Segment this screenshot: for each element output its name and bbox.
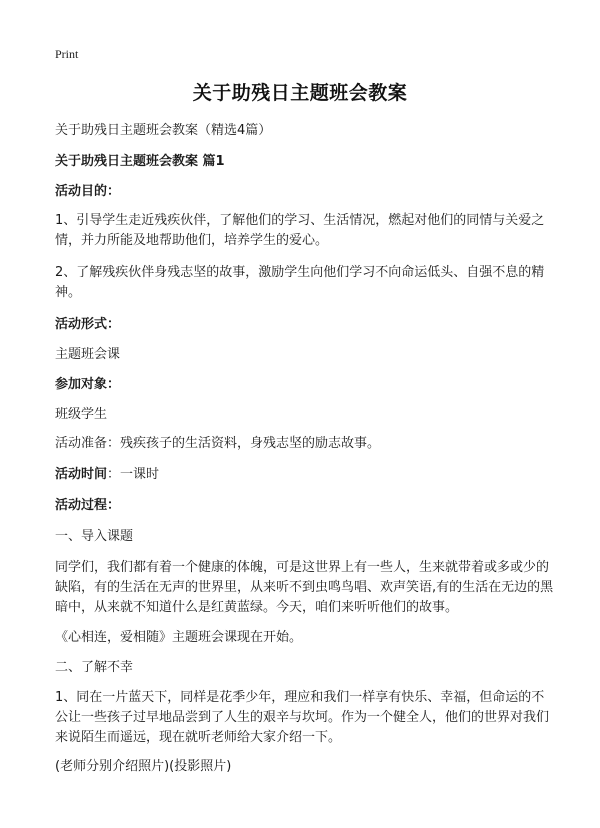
step2-heading: 二、了解不幸 — [55, 660, 134, 675]
preparation-text: 活动准备：残疾孩子的生活资料，身残志坚的励志故事。 — [55, 436, 381, 451]
step1-opening: 《心相连，爱相随》主题班会课现在开始。 — [55, 630, 303, 645]
goal-heading: 活动目的： — [55, 184, 121, 199]
goal-item-2: 2、了解残疾伙伴身残志坚的故事，激励学生向他们学习不向命运低头、自强不息的精神。 — [55, 265, 545, 300]
form-heading: 活动形式： — [55, 317, 121, 332]
document-subtitle: 关于助残日主题班会教案（精选4篇） — [55, 123, 272, 138]
form-value: 主题班会课 — [55, 347, 121, 362]
time-line — [55, 465, 555, 485]
step1-heading: 一、导入课题 — [55, 529, 134, 544]
process-heading: 活动过程： — [55, 498, 121, 513]
target-value: 班级学生 — [55, 407, 108, 422]
target-heading: 参加对象： — [55, 377, 121, 392]
section-heading: 关于助残日主题班会教案 篇1 — [55, 154, 225, 169]
step1-paragraph: 同学们，我们都有着一个健康的体魄，可是这世界上有一些人，生来就带着或多或少的缺陷，有的生活在无声的世界里，从来听不到虫鸣鸟唱、欢声笑语,有的生活在无边的黑暗中，从来就不知道什么是红黄蓝绿。今天，咱们来听听他们的故事。 — [55, 560, 554, 615]
time-value: ：一课时 — [107, 467, 160, 482]
step2-paragraph: 1、同在一片蓝天下，同样是花季少年，理应和我们一样享有快乐、幸福，但命运的不公让一些孩子过早地品尝到了人生的艰辛与坎坷。作为一个健全人，他们的世界对我们来说陌生而遥远，现在就听老师给大家介绍一下。 — [55, 690, 550, 745]
time-heading: 活动时间 — [55, 467, 108, 482]
step2-note: (老师分别介绍照片)(投影照片) — [55, 759, 232, 774]
goal-item-1: 1、引导学生走近残疾伙伴，了解他们的学习、生活情况，燃起对他们的同情与关爱之情，并力所能及地帮助他们，培养学生的爱心。 — [55, 213, 545, 248]
page-title: 关于助残日主题班会教案 — [192, 82, 408, 104]
print-label: Print — [55, 47, 79, 61]
